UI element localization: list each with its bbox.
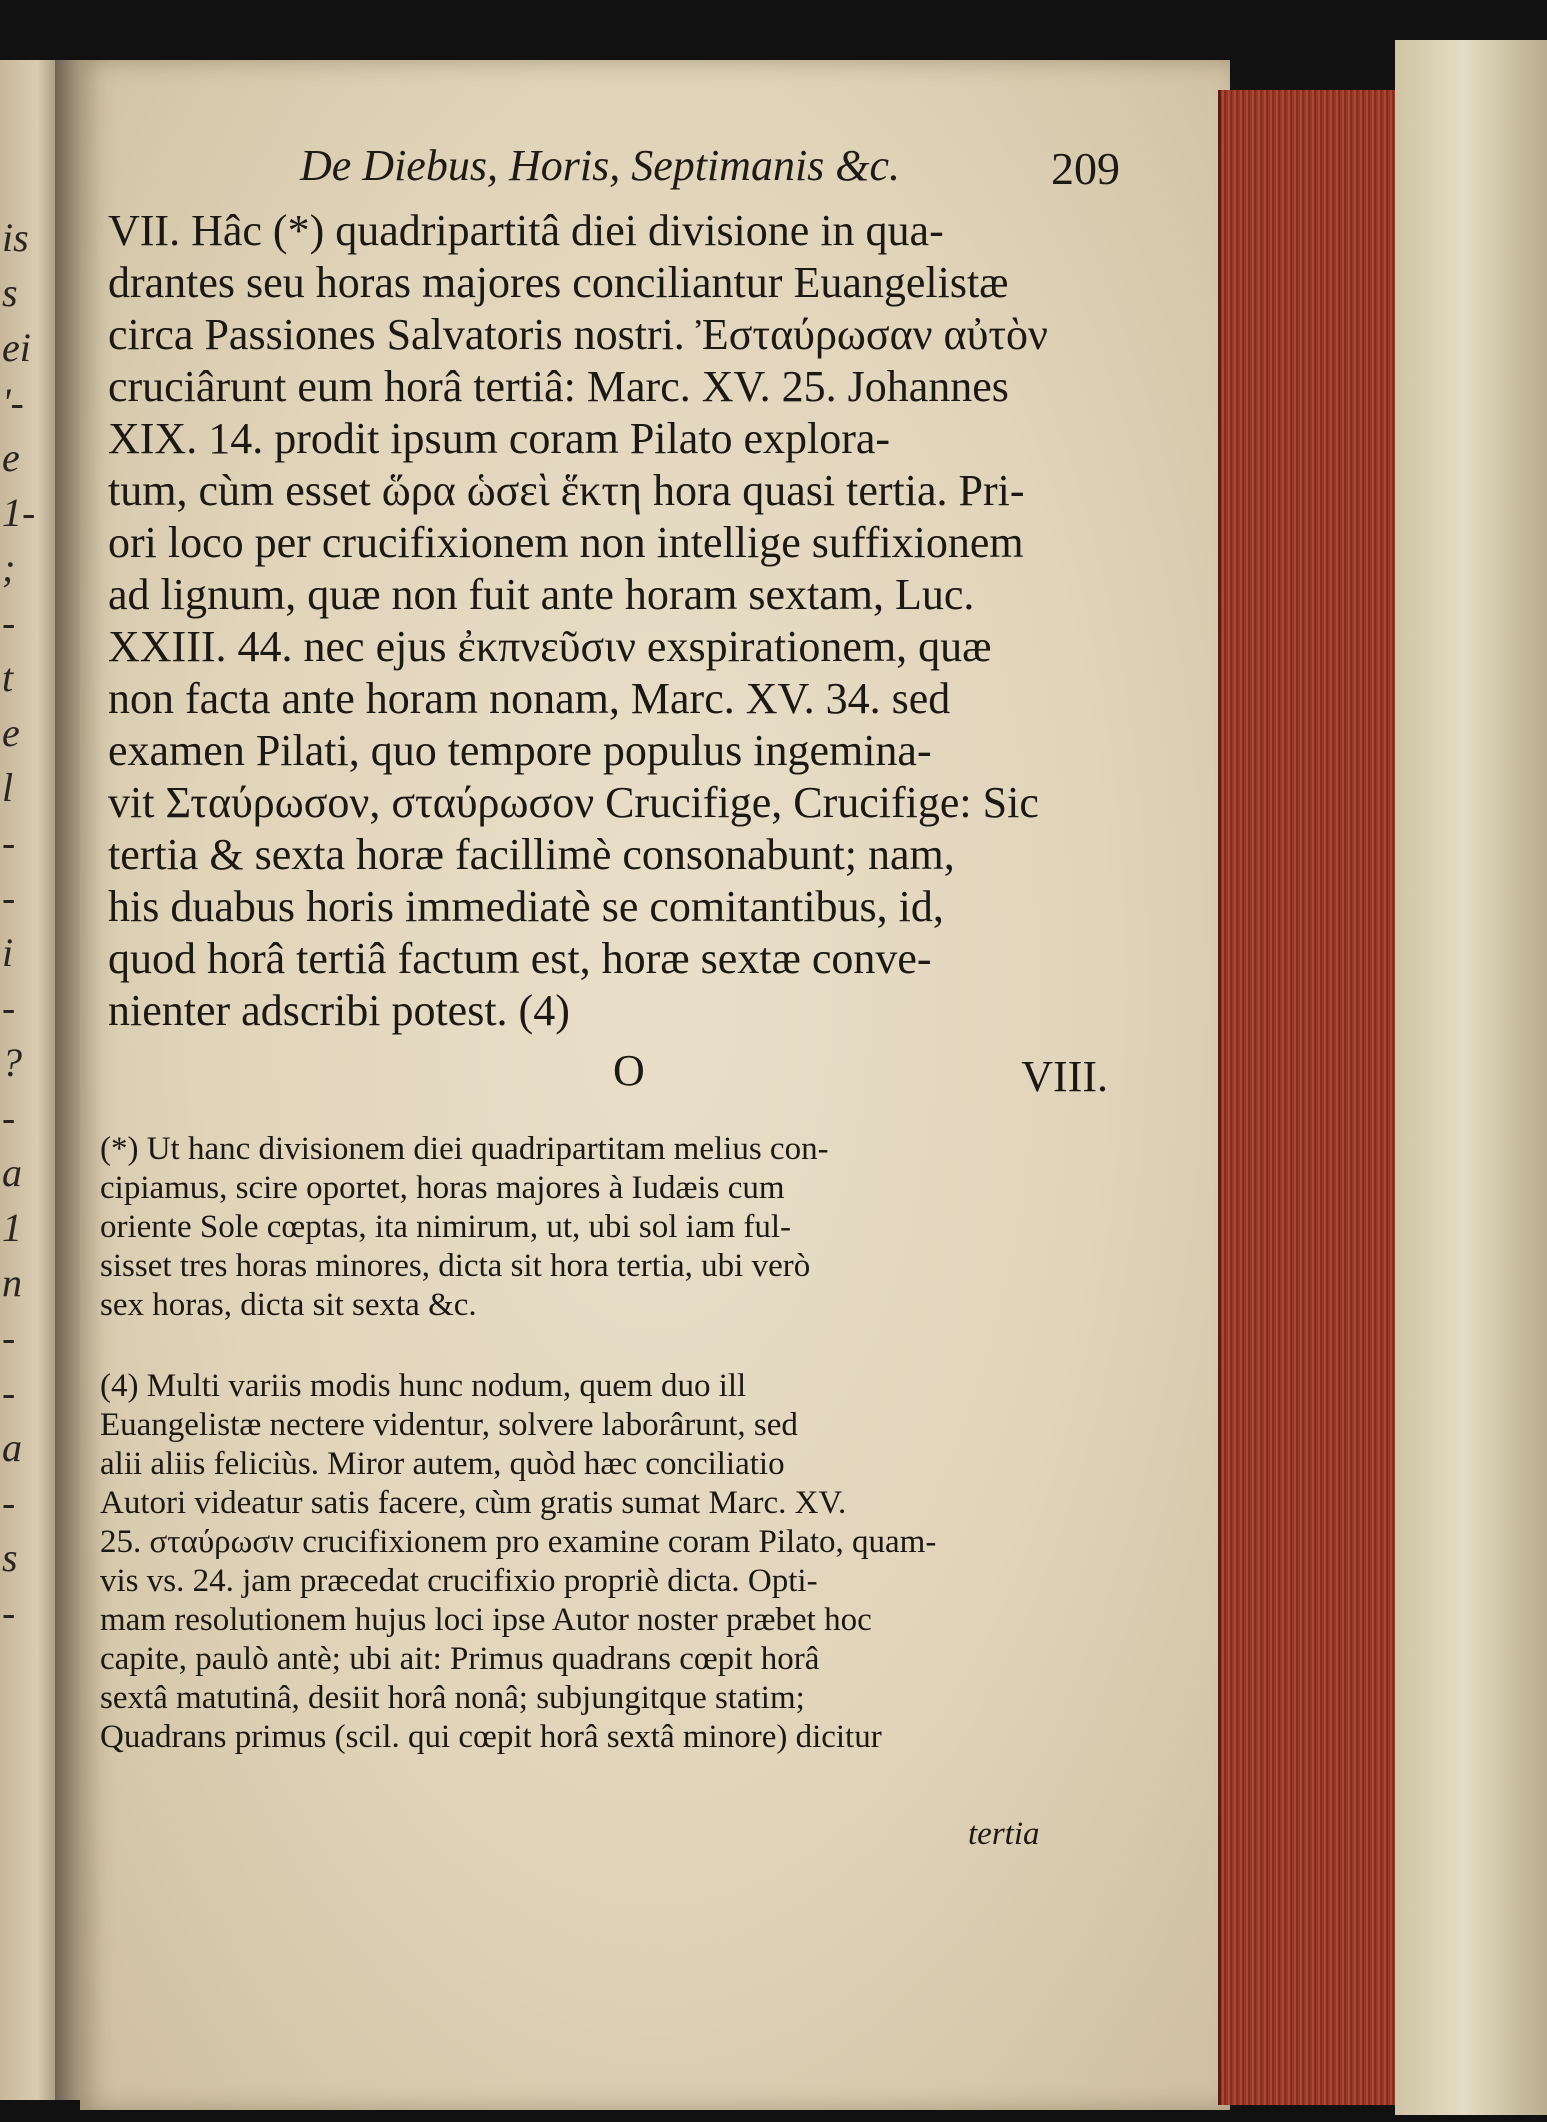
body-line: XIX. 14. prodit ipsum coram Pilato explora- [108,414,891,463]
footnote-line: vis vs. 24. jam præcedat crucifixio propriè dicta. Opti- [100,1563,818,1599]
body-line: vit Σταύρωσον, σταύρωσον Crucifige, Crucifige: Sic [108,778,1039,827]
footnote-line: sisset tres horas minores, dicta sit hora tertia, ubi verò [100,1248,811,1284]
body-line: quod horâ tertiâ factum est, horæ sextæ conve- [108,934,932,983]
running-head-title: De Diebus, Horis, Septimanis &c. [300,141,901,190]
running-head [300,140,1120,200]
facing-page-glyphs [2,210,52,1640]
facing-page-glyph: - [2,1315,16,1360]
footnote-line: Autori videatur satis facere, cùm gratis sumat Marc. XV. [100,1485,847,1521]
footnote-line: sex horas, dicta sit sexta &c. [100,1287,477,1323]
page-number: 209 [1051,143,1120,194]
facing-page-glyph: i [2,930,14,975]
footnote-line: oriente Sole cœptas, ita nimirum, ut, ubi sol iam ful- [100,1209,792,1245]
page-block-edge [1218,90,1401,2105]
facing-page-glyph: ? [2,1040,22,1085]
body-line: ori loco per crucifixionem non intellige suffixionem [108,518,1024,567]
facing-page-glyph: 1- [2,490,36,535]
footnote-gap [100,1325,1100,1367]
footnote-line: capite, paulò antè; ubi ait: Primus quadrans cœpit horâ [100,1641,820,1677]
signature-mark: O [613,1046,645,1095]
facing-page-glyph: - [2,600,16,645]
facing-page-glyph: n [2,1260,22,1305]
facing-page-edge [0,60,62,2100]
footnote-line: mam resolutionem hujus loci ipse Autor noster præbet hoc [100,1602,872,1638]
body-line: examen Pilati, quo tempore populus ingemina- [108,726,932,775]
facing-page-glyph: - [2,1590,16,1635]
facing-page-glyph: s [2,1535,18,1580]
body-line: drantes seu horas majores conciliantur Euangelistæ [108,258,1009,307]
facing-page-glyph: 1 [2,1205,22,1250]
body-line: VII. Hâc (*) quadripartitâ diei divisione in qua- [108,206,944,255]
book-cover [1395,40,1547,2115]
facing-page-glyph: ; [2,545,16,590]
facing-page-glyph: ei [2,325,31,370]
facing-page-glyph: is [2,215,29,260]
footnote-line: alii aliis feliciùs. Miror autem, quòd hæc conciliatio [100,1446,785,1482]
footnote-line: Euangelistæ nectere videntur, solvere laborârunt, sed [100,1407,798,1443]
body-text [108,205,1108,1037]
body-line: ad lignum, quæ non fuit ante horam sextam, Luc. [108,570,975,619]
facing-page-glyph: - [2,875,16,920]
footnote-line: sextâ matutinâ, desiit horâ nonâ; subjungitque statim; [100,1680,805,1716]
footnote-line: (4) Multi variis modis hunc nodum, quem duo ill [100,1368,747,1404]
body-line: non facta ante horam nonam, Marc. XV. 34. sed [108,674,951,723]
catchword-main: VIII. [1021,1052,1108,1101]
facing-page-glyph: - [2,1095,16,1140]
facing-page-glyph: a [2,1425,22,1470]
body-line: tum, cùm esset ὥρα ὡσεὶ ἕκτη hora quasi tertia. Pri- [108,466,1025,515]
footnotes [100,1130,1100,1757]
signature-line [108,1045,1108,1101]
footnote-line: 25. σταύρωσιν crucifixionem pro examine coram Pilato, quam- [100,1524,937,1560]
facing-page-glyph: e [2,710,20,755]
catchword: tertia [968,1816,1040,1852]
facing-page-glyph: - [2,820,16,865]
footnote-line: (*) Ut hanc divisionem diei quadripartitam melius con- [100,1131,829,1167]
facing-page-glyph: '- [2,380,24,425]
body-line: nienter adscribi potest. (4) [108,986,570,1035]
body-line: his duabus horis immediatè se comitantibus, id, [108,882,944,931]
footnote-line: Quadrans primus (scil. qui cœpit horâ sextâ minore) dicitur [100,1719,882,1755]
body-line: circa Passiones Salvatoris nostri. Ἐσταύρωσαν αὐτὸν [108,310,1048,359]
facing-page-glyph: t [2,655,14,700]
facing-page-glyph: s [2,270,18,315]
body-line: tertia & sexta horæ facillimè consonabunt; nam, [108,830,955,879]
facing-page-glyph: - [2,1370,16,1415]
facing-page-glyph: e [2,435,20,480]
facing-page-glyph: - [2,1480,16,1525]
body-line: XXIII. 44. nec ejus ἐκπνεῦσιν exspirationem, quæ [108,622,992,671]
footnote-line: cipiamus, scire oportet, horas majores à Iudæis cum [100,1170,785,1206]
body-line: cruciârunt eum horâ tertiâ: Marc. XV. 25. Johannes [108,362,1009,411]
facing-page-glyph: l [2,765,14,810]
facing-page-glyph: a [2,1150,22,1195]
facing-page-glyph: - [2,985,16,1030]
